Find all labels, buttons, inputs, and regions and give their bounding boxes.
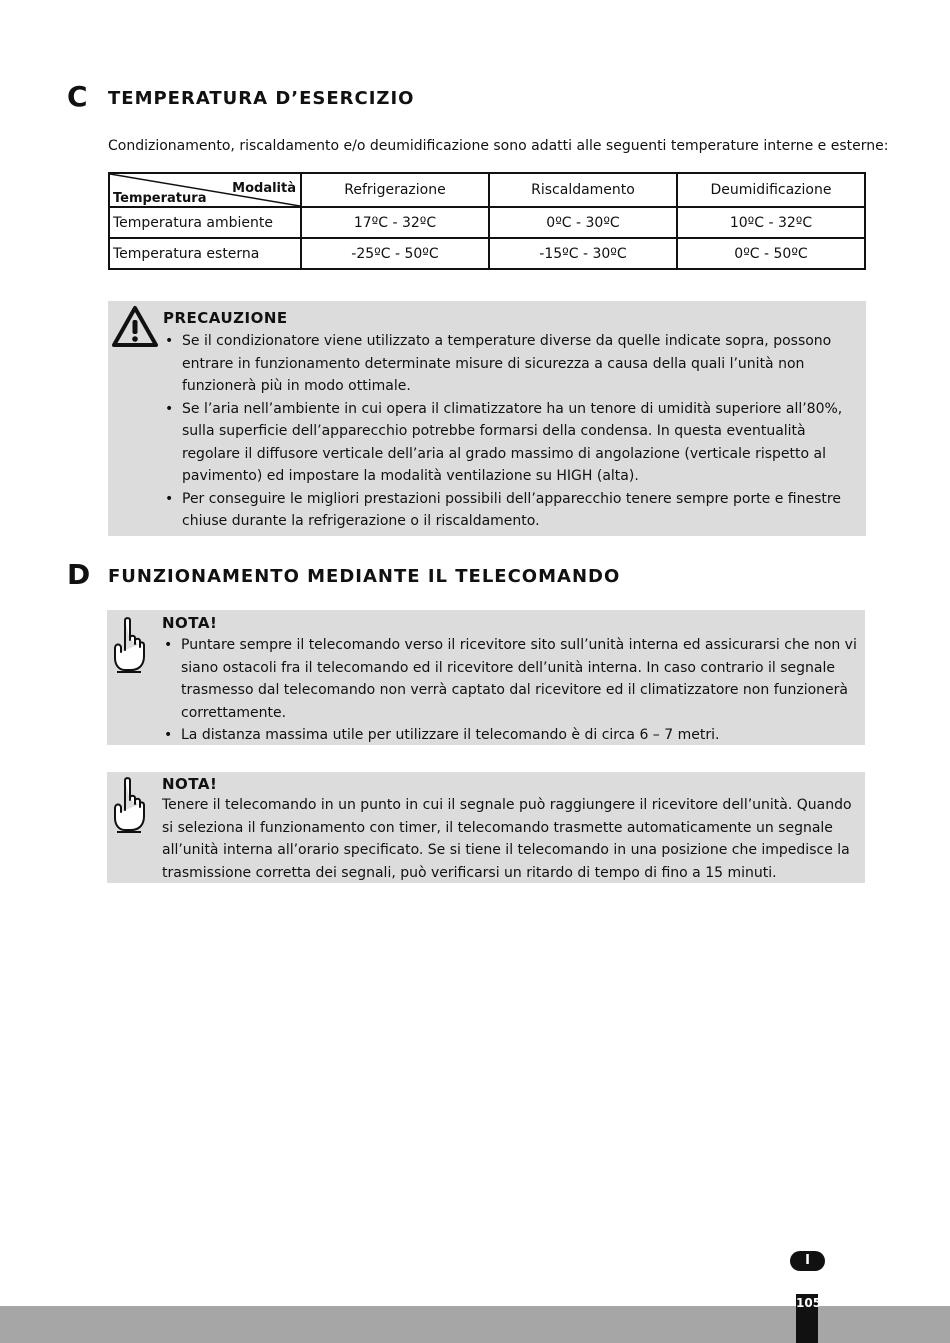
list-item: • Per conseguire le migliori prestazioni possibili dell’apparecchio tenere sempre porte e finestre chiuse durante la refrigerazione o il riscaldamento. bbox=[163, 488, 853, 533]
row-label: Temperatura ambiente bbox=[109, 207, 301, 238]
section-d-title: FUNZIONAMENTO MEDIANTE IL TELECOMANDO bbox=[108, 566, 621, 587]
pointing-hand-icon bbox=[111, 776, 145, 838]
table-header-row bbox=[109, 173, 865, 207]
table-row bbox=[109, 207, 865, 238]
note-1-heading: NOTA! bbox=[162, 614, 218, 632]
operating-temperature-table bbox=[108, 172, 866, 270]
note-box-1 bbox=[107, 610, 865, 745]
list-item: • Se l’aria nell’ambiente in cui opera il climatizzatore ha un tenore di umidità superiore all’80%, sulla superficie dell’apparecchio potrebbe formarsi della condensa. In questa eventualità regolare il diffusore verticale dell’aria al grado massimo di angolazione (verticale rispetto al pavimento) ed impostare la modalità ventilazione su HIGH (alta). bbox=[163, 398, 853, 488]
corner-label-mode: Modalità bbox=[232, 181, 296, 196]
table-corner-cell bbox=[109, 173, 301, 207]
section-d-letter: D bbox=[67, 558, 91, 591]
table-cell: -25ºC - 50ºC bbox=[301, 238, 489, 269]
list-item: • Se il condizionatore viene utilizzato a temperature diverse da quelle indicate sopra, possono entrare in funzionamento determinate misure di sicurezza a causa della quali l’unità non funzionerà più in modo ottimale. bbox=[163, 330, 853, 398]
section-c-title: TEMPERATURA D’ESERCIZIO bbox=[108, 88, 415, 109]
table-cell: 0ºC - 30ºC bbox=[489, 207, 677, 238]
table-cell: 17ºC - 32ºC bbox=[301, 207, 489, 238]
column-header: Deumidificazione bbox=[677, 173, 865, 207]
caution-box bbox=[108, 301, 866, 536]
column-header: Riscaldamento bbox=[489, 173, 677, 207]
list-item: • La distanza massima utile per utilizzare il telecomando è di circa 6 – 7 metri. bbox=[162, 724, 857, 747]
page-number: 105 bbox=[796, 1294, 818, 1343]
list-item: • Puntare sempre il telecomando verso il ricevitore sito sull’unità interna ed assicurarsi che non vi siano ostacoli fra il telecomando ed il ricevitore dell’unità interna. In caso contrario il segnale trasmesso dal telecomando non verrà captato dal ricevitore ed il climatizzatore non funzionerà correttamente. bbox=[162, 634, 857, 724]
table-cell: 0ºC - 50ºC bbox=[677, 238, 865, 269]
note-2-heading: NOTA! bbox=[162, 775, 218, 793]
corner-label-temperature: Temperatura bbox=[113, 191, 207, 206]
warning-triangle-icon bbox=[112, 305, 158, 351]
language-badge: I bbox=[790, 1251, 825, 1271]
caution-list bbox=[163, 330, 853, 533]
row-label: Temperatura esterna bbox=[109, 238, 301, 269]
column-header: Refrigerazione bbox=[301, 173, 489, 207]
caution-heading: PRECAUZIONE bbox=[163, 309, 288, 327]
table-cell: -15ºC - 30ºC bbox=[489, 238, 677, 269]
note-2-text: Tenere il telecomando in un punto in cui il segnale può raggiungere il ricevitore dell’unità. Quando si seleziona il funzionamento con timer, il telecomando trasmette automaticamente un segnale all’unità interna all’orario specificato. Se si tiene il telecomando in una posizione che impedisce la trasmissione corretta dei segnali, può verificarsi un ritardo di tempo di fino a 15 minuti. bbox=[162, 797, 852, 881]
table-cell: 10ºC - 32ºC bbox=[677, 207, 865, 238]
section-c-intro: Condizionamento, riscaldamento e/o deumidificazione sono adatti alle seguenti temperature interne e esterne: bbox=[108, 138, 889, 154]
section-c-letter: C bbox=[67, 80, 88, 113]
note-1-list bbox=[162, 634, 857, 747]
pointing-hand-icon bbox=[111, 616, 145, 678]
table-row bbox=[109, 238, 865, 269]
note-box-2 bbox=[107, 772, 865, 883]
